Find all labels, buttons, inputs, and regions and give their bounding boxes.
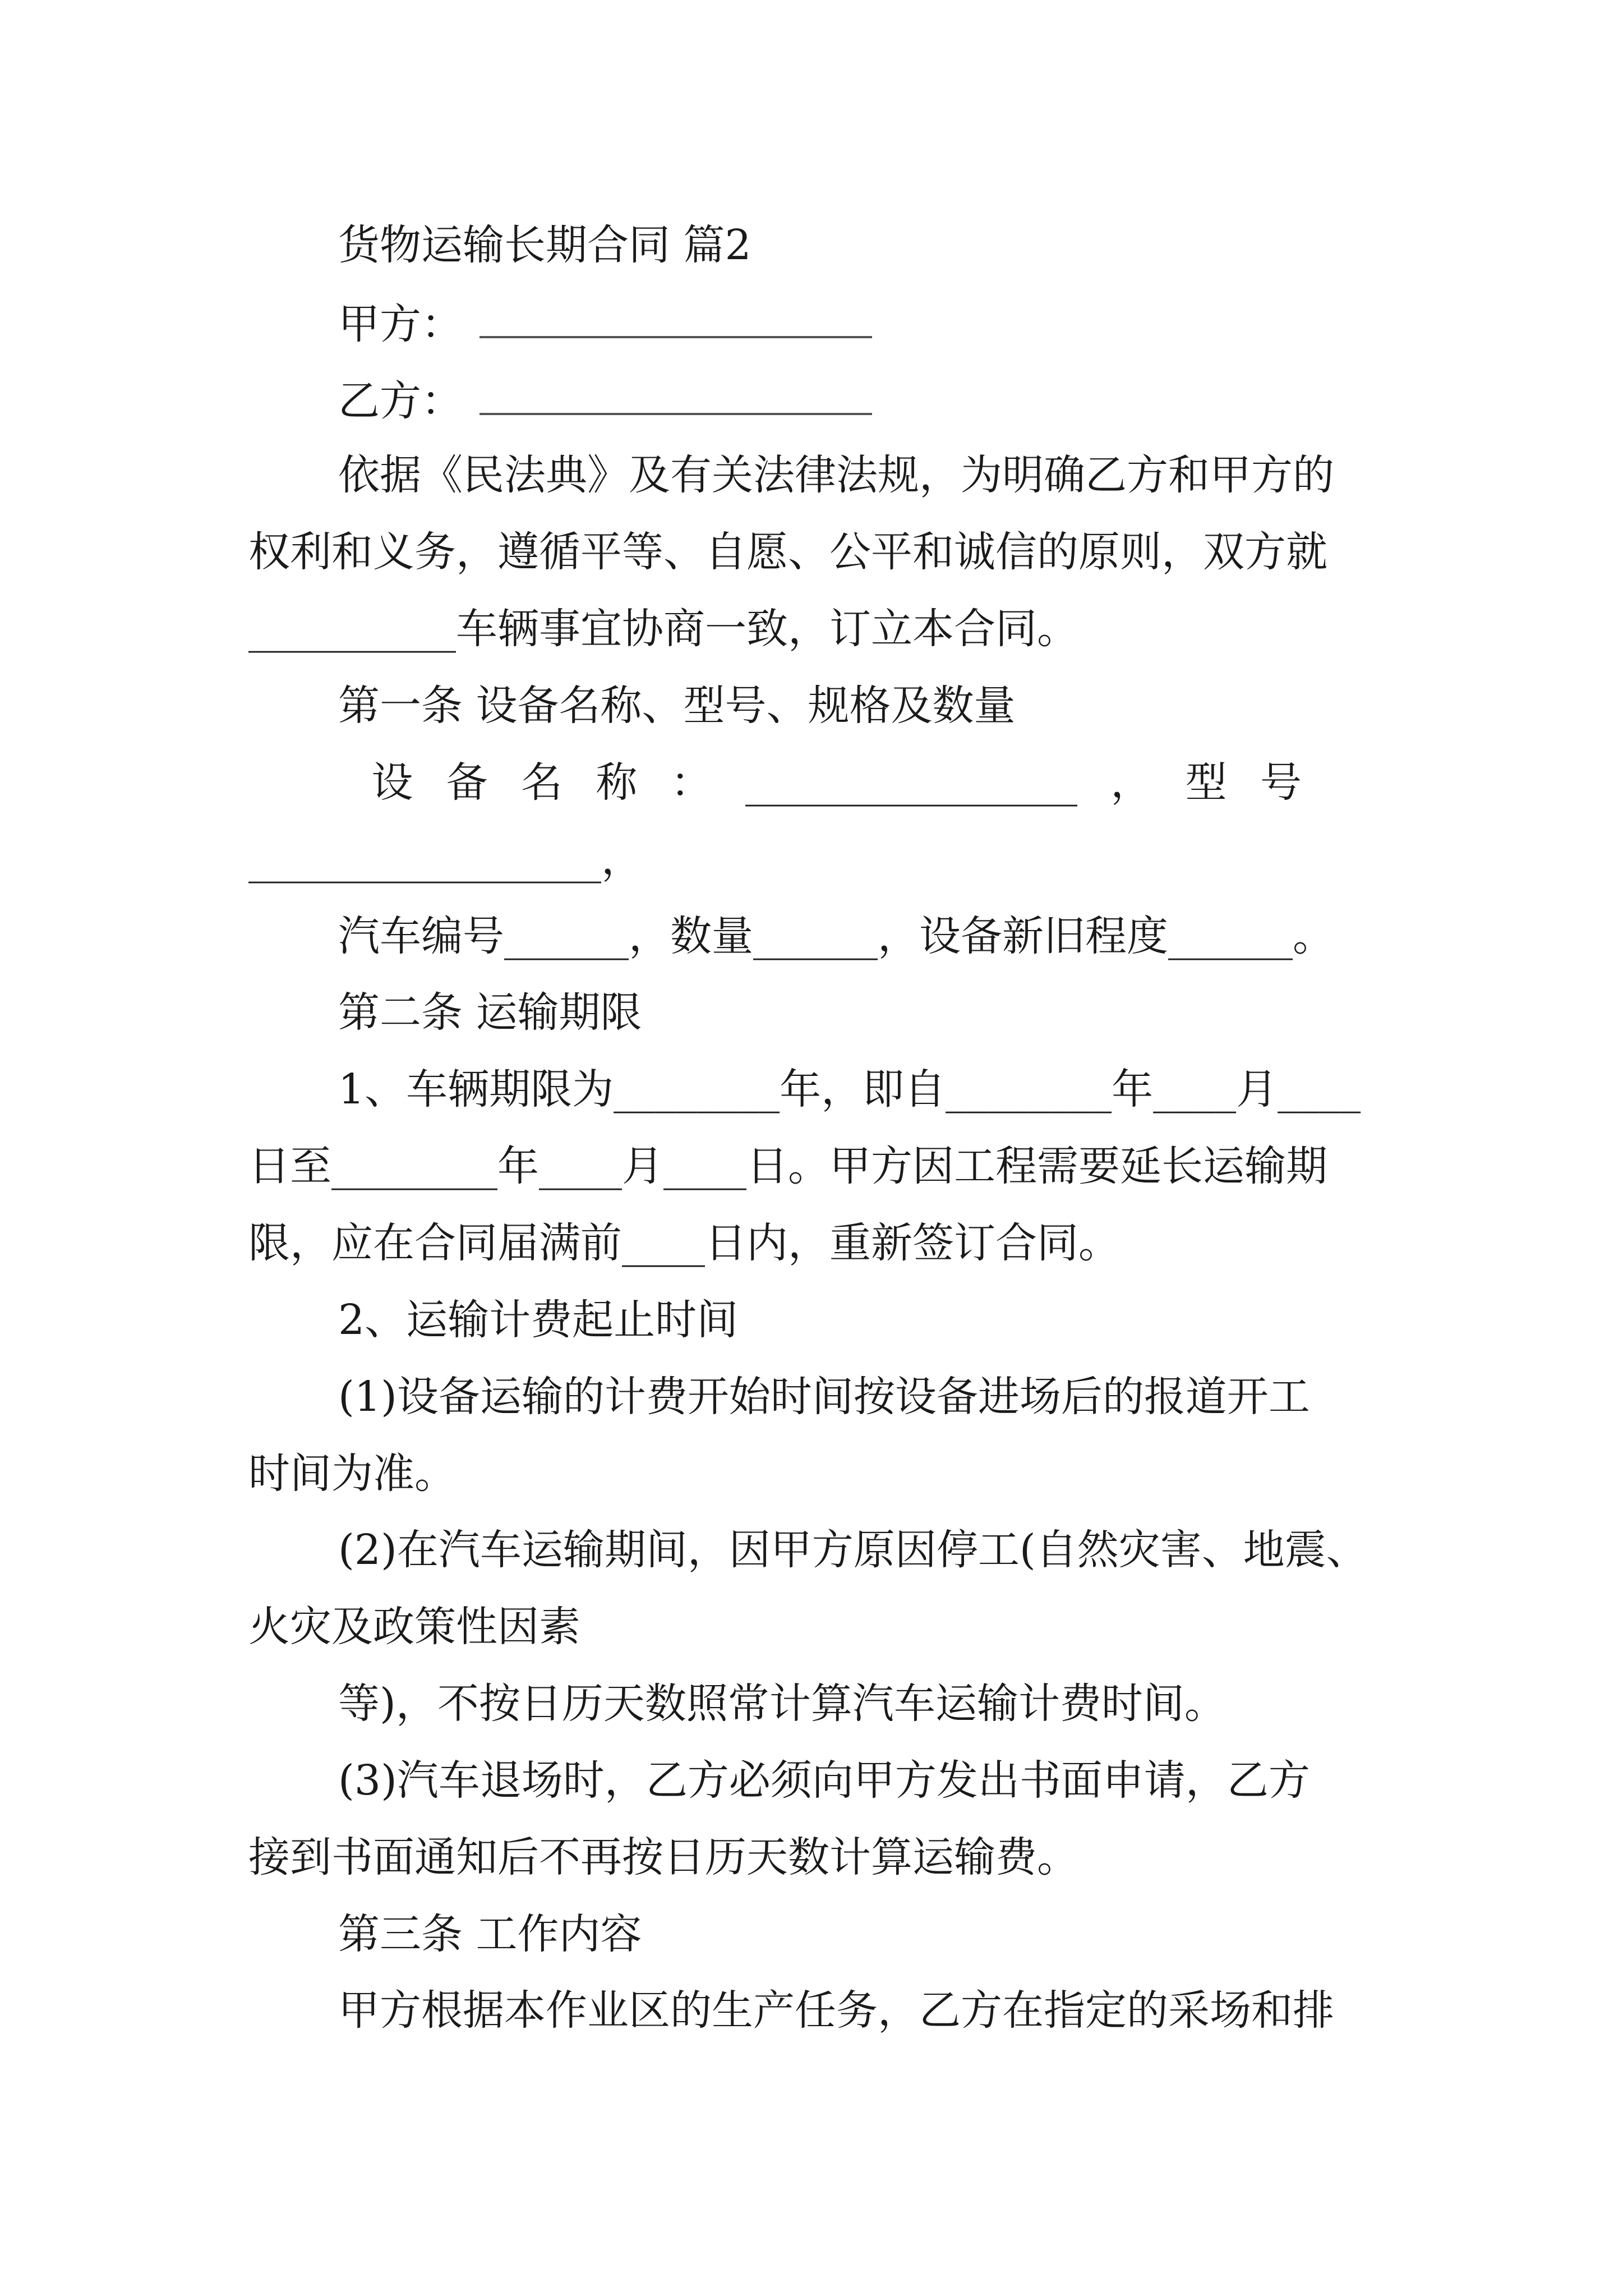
- paragraph-line: _________________，: [248, 835, 643, 884]
- equipment-char: 备: [446, 758, 488, 807]
- paragraph-line: 等)，不按日历天数照常计算汽车运输计费时间。: [338, 1680, 1226, 1728]
- party-a-line: [338, 300, 872, 348]
- party-b-blank: [479, 378, 872, 415]
- paragraph-line: 接到书面通知后不再按日历天数计算运输费。: [248, 1833, 1078, 1881]
- paragraph-line: 2、运输计费起止时间: [338, 1296, 739, 1344]
- paragraph-line: 限，应在合同届满前____日内，重新签订合同。: [248, 1219, 1120, 1267]
- paragraph-line: 日至________年____月____日。甲方因工程需要延长运输期: [248, 1142, 1327, 1190]
- line-spacer: [248, 762, 338, 803]
- paragraph-line: __________车辆事宜协商一致，订立本合同。: [248, 605, 1078, 653]
- paragraph-line: (1)设备运输的计费开始时间按设备进场后的报道开工: [338, 1373, 1310, 1421]
- equipment-char: ：: [670, 758, 712, 807]
- equipment-char: 号: [1260, 758, 1302, 807]
- paragraph-line: 时间为准。: [248, 1450, 456, 1498]
- section-heading: 第二条 运输期限: [338, 988, 642, 1037]
- paragraph-line: 汽车编号______，数量______，设备新旧程度______。: [338, 912, 1334, 960]
- equipment-char: 设: [371, 758, 413, 807]
- party-a-label: 甲方：: [338, 300, 463, 348]
- equipment-char: ________________: [745, 758, 1077, 807]
- equipment-char: 名: [520, 758, 562, 807]
- equipment-char: 称: [596, 758, 638, 807]
- equipment-name-line: [248, 758, 1302, 807]
- paragraph-line: (3)汽车退场时，乙方必须向甲方发出书面申请，乙方: [338, 1756, 1310, 1805]
- paragraph-line: 火灾及政策性因素: [248, 1603, 580, 1651]
- document-title: 货物运输长期合同 篇2: [338, 221, 751, 269]
- party-a-blank: [479, 301, 872, 338]
- section-heading: 第一条 设备名称、型号、规格及数量: [338, 682, 1016, 730]
- party-b-line: [338, 377, 872, 425]
- equipment-char: ，: [1110, 758, 1152, 807]
- party-b-label: 乙方：: [338, 377, 463, 425]
- paragraph-line: 依据《民法典》及有关法律法规，为明确乙方和甲方的: [338, 451, 1334, 499]
- paragraph-line: 1、车辆期限为________年，即自________年____月____: [338, 1065, 1361, 1114]
- equipment-char: 型: [1185, 758, 1227, 807]
- paragraph-line: (2)在汽车运输期间，因甲方原因停工(自然灾害、地震、: [338, 1526, 1368, 1574]
- paragraph-line: 权利和义务，遵循平等、自愿、公平和诚信的原则，双方就: [248, 528, 1327, 576]
- section-heading: 第三条 工作内容: [338, 1910, 642, 1958]
- paragraph-line: 甲方根据本作业区的生产任务，乙方在指定的采场和排: [338, 1986, 1334, 2035]
